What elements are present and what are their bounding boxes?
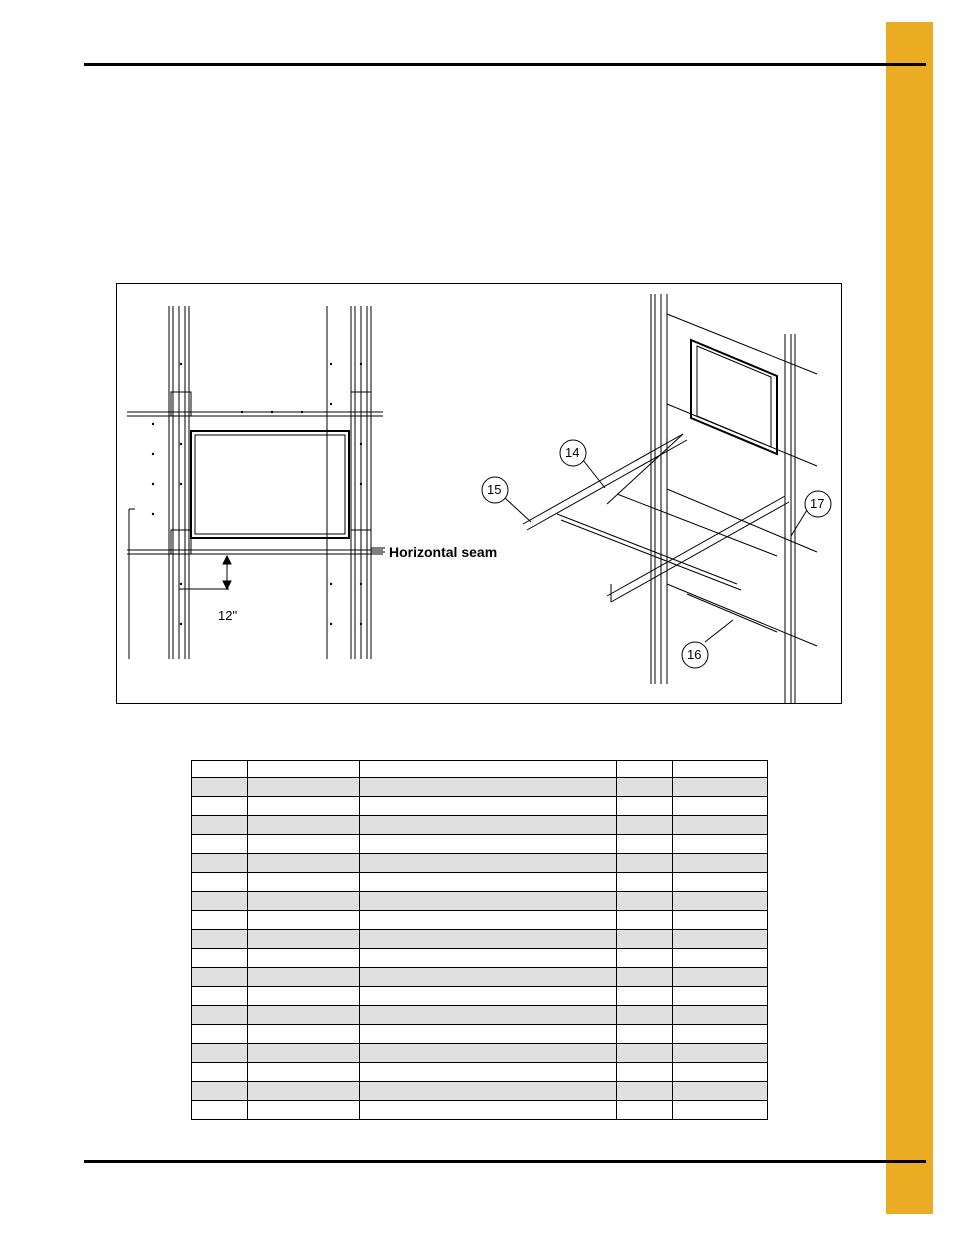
table-cell (673, 930, 768, 949)
table-cell (359, 1082, 617, 1101)
table-cell (192, 911, 248, 930)
table-cell (617, 797, 673, 816)
table-header (247, 761, 359, 778)
table-cell (192, 949, 248, 968)
table-cell (247, 987, 359, 1006)
table-cell (617, 987, 673, 1006)
table-cell (359, 968, 617, 987)
table-cell (192, 1006, 248, 1025)
horizontal-seam-label: Horizontal seam (389, 544, 498, 560)
table-cell (359, 987, 617, 1006)
table-header (673, 761, 768, 778)
table-row (192, 797, 768, 816)
table-cell (247, 949, 359, 968)
table-cell (673, 987, 768, 1006)
table-cell (247, 854, 359, 873)
table-cell (192, 892, 248, 911)
table-cell (673, 778, 768, 797)
table-cell (359, 911, 617, 930)
table-cell (673, 1006, 768, 1025)
table-cell (192, 1025, 248, 1044)
table-cell (673, 892, 768, 911)
table-cell (192, 797, 248, 816)
table-cell (192, 873, 248, 892)
chapter-tab (886, 22, 933, 1214)
table-cell (359, 835, 617, 854)
table-cell (359, 949, 617, 968)
table-cell (673, 911, 768, 930)
table-row (192, 911, 768, 930)
table-cell (247, 892, 359, 911)
table-header-row (192, 761, 768, 778)
table-cell (247, 816, 359, 835)
table-cell (247, 778, 359, 797)
footer-rule (84, 1160, 926, 1163)
table-cell (673, 854, 768, 873)
dimension-label: 12" (218, 608, 238, 623)
table-cell (617, 1082, 673, 1101)
table-cell (617, 892, 673, 911)
header-rule (84, 63, 926, 66)
table-cell (673, 1101, 768, 1120)
table-cell (192, 1082, 248, 1101)
table-row (192, 778, 768, 797)
table-cell (247, 1101, 359, 1120)
table-cell (617, 1025, 673, 1044)
table-row (192, 1063, 768, 1082)
table-cell (359, 797, 617, 816)
table-cell (359, 1025, 617, 1044)
table-cell (617, 816, 673, 835)
table-cell (617, 835, 673, 854)
table-row (192, 1082, 768, 1101)
table-cell (247, 797, 359, 816)
table-cell (359, 930, 617, 949)
callout-15: 15 (487, 482, 502, 497)
table-cell (359, 778, 617, 797)
table-cell (192, 1101, 248, 1120)
table-cell (673, 873, 768, 892)
table-cell (673, 1044, 768, 1063)
table-cell (617, 968, 673, 987)
table-cell (617, 1044, 673, 1063)
table-cell (359, 1006, 617, 1025)
table-cell (247, 1006, 359, 1025)
table-row (192, 854, 768, 873)
table-row (192, 968, 768, 987)
table-row (192, 1101, 768, 1120)
table-cell (192, 987, 248, 1006)
table-cell (359, 1063, 617, 1082)
parts-table (191, 760, 768, 1120)
table-row (192, 892, 768, 911)
table-cell (359, 1044, 617, 1063)
table-cell (192, 835, 248, 854)
table-cell (673, 797, 768, 816)
table-cell (247, 1025, 359, 1044)
table-header (192, 761, 248, 778)
table-cell (617, 1063, 673, 1082)
table-cell (192, 816, 248, 835)
figure-drawing (117, 284, 843, 705)
table-cell (673, 949, 768, 968)
table-cell (617, 949, 673, 968)
table-cell (247, 873, 359, 892)
table-cell (247, 1063, 359, 1082)
table-header (359, 761, 617, 778)
table-cell (192, 968, 248, 987)
table-cell (617, 873, 673, 892)
table-body (192, 778, 768, 1120)
table-cell (617, 930, 673, 949)
table-row (192, 1006, 768, 1025)
table-cell (673, 968, 768, 987)
table-cell (192, 1063, 248, 1082)
callout-17: 17 (810, 496, 825, 511)
callout-16: 16 (687, 647, 702, 662)
table-cell (192, 778, 248, 797)
table-row (192, 987, 768, 1006)
table-cell (617, 1006, 673, 1025)
table-cell (192, 1044, 248, 1063)
table-cell (359, 854, 617, 873)
table-cell (192, 930, 248, 949)
table-cell (673, 816, 768, 835)
table-row (192, 873, 768, 892)
table-cell (247, 930, 359, 949)
table-cell (247, 1044, 359, 1063)
table-cell (247, 911, 359, 930)
table-row (192, 835, 768, 854)
table-cell (359, 873, 617, 892)
table-cell (617, 778, 673, 797)
table-row (192, 949, 768, 968)
table-cell (617, 854, 673, 873)
table-cell (247, 835, 359, 854)
table-row (192, 1025, 768, 1044)
table-cell (617, 911, 673, 930)
table-cell (673, 1025, 768, 1044)
table-cell (247, 968, 359, 987)
table-row (192, 816, 768, 835)
table-cell (359, 892, 617, 911)
table-header (617, 761, 673, 778)
table-cell (673, 1082, 768, 1101)
table-cell (192, 854, 248, 873)
table-row (192, 1044, 768, 1063)
table-cell (617, 1101, 673, 1120)
table-cell (247, 1082, 359, 1101)
table-cell (359, 1101, 617, 1120)
table-cell (359, 816, 617, 835)
installation-figure (116, 283, 842, 704)
table-row (192, 930, 768, 949)
table-cell (673, 835, 768, 854)
callout-14: 14 (565, 445, 580, 460)
table-cell (673, 1063, 768, 1082)
